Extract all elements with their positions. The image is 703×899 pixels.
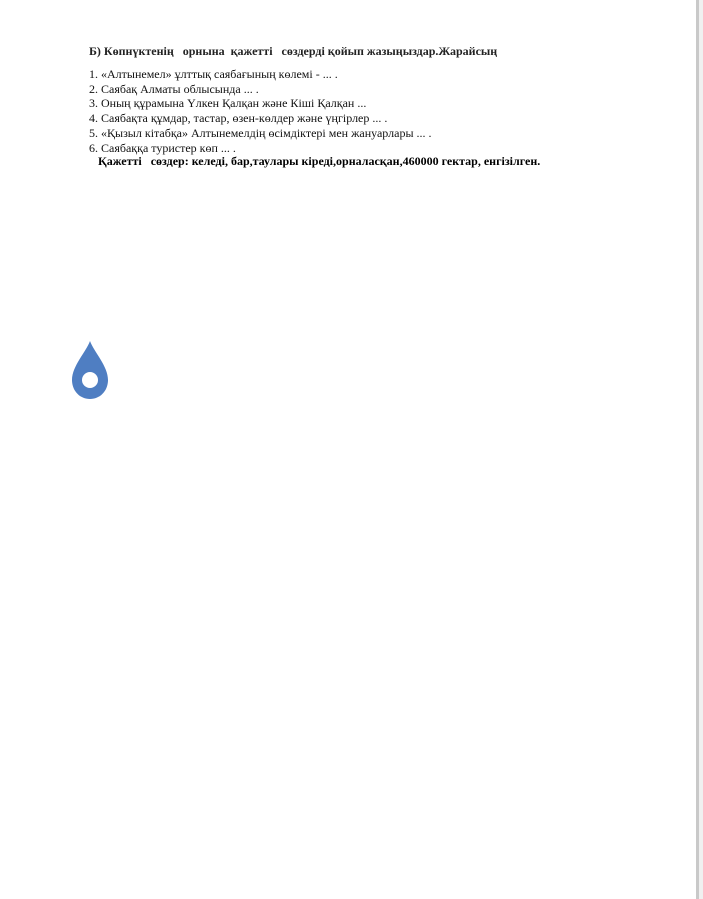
- exercise-list: [89, 67, 432, 155]
- exercise-heading: Б) Көпнүктенің орнына қажетті сөздерді қойып жазыңыздар.Жарайсың: [89, 44, 498, 58]
- list-item: 6. Саябаққа туристер көп ... .: [89, 140, 236, 155]
- list-item: 4. Саябақта құмдар, тастар, өзен-көлдер және үңгірлер ... .: [89, 111, 388, 126]
- drop-shape: [72, 341, 108, 399]
- page-edge-border: [696, 0, 699, 899]
- needed-words-line: Қажетті сөздер: келеді, бар,таулары кіреді,орналасқан,460000 гектар, енгізілген.: [98, 154, 541, 168]
- list-item: 1. «Алтынемел» ұлттық саябағының көлемі - ... .: [89, 67, 338, 81]
- list-item: 2. Саябақ Алматы облысында ... .: [89, 81, 259, 96]
- drop-hole: [82, 372, 98, 388]
- page-edge-shadow: [699, 0, 703, 899]
- water-drop-icon: [70, 340, 110, 400]
- list-item: 5. «Қызыл кітабқа» Алтынемелдің өсімдіктері мен жануарлары ... .: [89, 125, 432, 140]
- list-item: 3. Оның құрамына Үлкен Қалқан және Кіші Қалқан ...: [89, 96, 367, 111]
